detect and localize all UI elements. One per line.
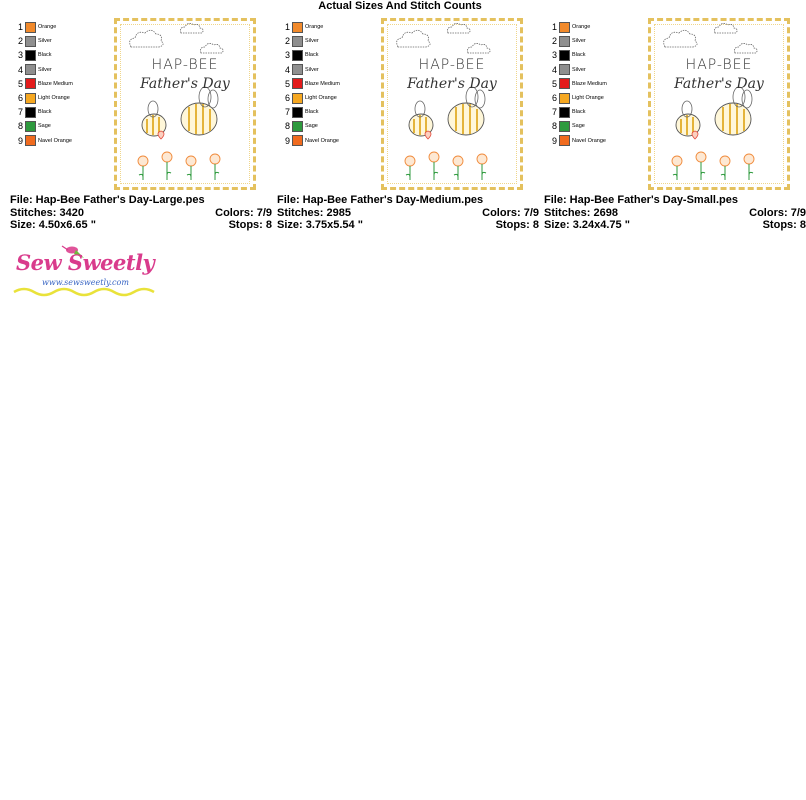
- thread-number: 6: [17, 93, 23, 104]
- thread-color-list: [14, 20, 96, 148]
- thread-name: Navel Orange: [572, 137, 606, 144]
- preview-artwork: [651, 21, 787, 187]
- design-panel-large: [10, 18, 272, 234]
- thread-swatch: [292, 64, 303, 75]
- stitches-colors-row: [544, 207, 806, 220]
- thread-color-list: [281, 20, 363, 148]
- embroidery-preview: [381, 18, 523, 190]
- thread-name: Light Orange: [305, 95, 337, 102]
- thread-swatch: [25, 64, 36, 75]
- preview-artwork: [117, 21, 253, 187]
- thread-swatch: [292, 78, 303, 89]
- thread-number: 9: [17, 135, 23, 146]
- thread-number: 7: [17, 107, 23, 118]
- thread-name: Navel Orange: [305, 137, 339, 144]
- stitch-count: Stitches: 2985: [277, 206, 351, 219]
- design-title-line1: HAP-BEE: [685, 57, 753, 73]
- thread-name: Silver: [38, 38, 52, 45]
- thread-number: 3: [551, 50, 557, 61]
- thread-number: 6: [551, 93, 557, 104]
- thread-number: 9: [551, 135, 557, 146]
- thread-swatch: [25, 50, 36, 61]
- thread-number: 1: [551, 22, 557, 33]
- design-panel-small: [544, 18, 806, 234]
- thread-color-item: [548, 34, 630, 48]
- thread-color-item: [14, 105, 96, 119]
- thread-number: 1: [284, 22, 290, 33]
- thread-name: Black: [38, 52, 52, 59]
- thread-color-item: [281, 91, 363, 105]
- thread-color-item: [281, 119, 363, 133]
- page-title: Actual Sizes And Stitch Counts: [318, 0, 482, 12]
- thread-swatch: [292, 135, 303, 146]
- thread-name: Orange: [305, 24, 324, 31]
- thread-color-item: [548, 48, 630, 62]
- thread-color-item: [14, 134, 96, 148]
- file-name: File: Hap-Bee Father's Day-Medium.pes: [277, 194, 484, 206]
- thread-color-item: [548, 105, 630, 119]
- thread-swatch: [559, 50, 570, 61]
- thread-number: 7: [551, 107, 557, 118]
- stop-count: Stops: 8: [228, 219, 272, 231]
- thread-color-item: [281, 105, 363, 119]
- stitch-count: Stitches: 3420: [10, 206, 84, 219]
- design-size: Size: 3.24x4.75 ": [544, 219, 630, 231]
- thread-swatch: [25, 107, 36, 118]
- thread-name: Black: [38, 109, 52, 116]
- thread-number: 2: [284, 36, 290, 47]
- thread-swatch: [25, 121, 36, 132]
- thread-number: 5: [551, 78, 557, 89]
- thread-name: Blaze Medium: [305, 80, 340, 87]
- thread-swatch: [292, 22, 303, 33]
- design-title-line2: Father's Day: [674, 76, 764, 92]
- thread-number: 1: [17, 22, 23, 33]
- thread-number: 8: [17, 121, 23, 132]
- thread-name: Silver: [572, 66, 586, 73]
- thread-color-item: [281, 134, 363, 148]
- thread-number: 2: [17, 36, 23, 47]
- thread-swatch: [559, 121, 570, 132]
- file-info: [10, 194, 272, 232]
- design-size: Size: 3.75x5.54 ": [277, 219, 363, 231]
- file-name: File: Hap-Bee Father's Day-Small.pes: [544, 194, 738, 206]
- stop-count: Stops: 8: [495, 219, 539, 231]
- thread-number: 8: [284, 121, 290, 132]
- thread-number: 5: [284, 78, 290, 89]
- thread-name: Black: [305, 52, 319, 59]
- size-stops-row: [10, 219, 272, 232]
- thread-number: 9: [284, 135, 290, 146]
- thread-swatch: [559, 22, 570, 33]
- thread-color-item: [14, 91, 96, 105]
- thread-color-item: [14, 77, 96, 91]
- file-info: [544, 194, 806, 232]
- thread-color-item: [548, 63, 630, 77]
- thread-swatch: [292, 121, 303, 132]
- thread-color-list: [548, 20, 630, 148]
- thread-name: Blaze Medium: [38, 80, 73, 87]
- thread-color-item: [548, 77, 630, 91]
- stitches-colors-row: [277, 207, 539, 220]
- thread-swatch: [25, 22, 36, 33]
- thread-color-item: [14, 34, 96, 48]
- thread-name: Black: [572, 52, 586, 59]
- thread-name: Sage: [38, 123, 51, 130]
- embroidery-preview: [648, 18, 790, 190]
- design-size: Size: 4.50x6.65 ": [10, 219, 96, 231]
- thread-swatch: [292, 50, 303, 61]
- logo-name: Sew Sweetly: [16, 250, 155, 275]
- color-count: Colors: 7/9: [215, 206, 272, 219]
- thread-color-item: [281, 63, 363, 77]
- thread-name: Orange: [38, 24, 57, 31]
- design-title-line2: Father's Day: [140, 76, 230, 92]
- thread-name: Black: [572, 109, 586, 116]
- thread-number: 6: [284, 93, 290, 104]
- thread-color-item: [14, 48, 96, 62]
- thread-swatch: [292, 93, 303, 104]
- thread-color-item: [281, 77, 363, 91]
- size-stops-row: [544, 219, 806, 232]
- thread-name: Silver: [572, 38, 586, 45]
- thread-number: 5: [17, 78, 23, 89]
- thread-swatch: [559, 107, 570, 118]
- thread-number: 4: [551, 64, 557, 75]
- thread-swatch: [559, 36, 570, 47]
- thread-color-item: [548, 119, 630, 133]
- thread-name: Silver: [305, 66, 319, 73]
- thread-name: Orange: [572, 24, 591, 31]
- thread-swatch: [559, 93, 570, 104]
- thread-number: 4: [17, 64, 23, 75]
- thread-number: 7: [284, 107, 290, 118]
- thread-name: Blaze Medium: [572, 80, 607, 87]
- thread-color-item: [14, 63, 96, 77]
- thread-swatch: [25, 78, 36, 89]
- file-name: File: Hap-Bee Father's Day-Large.pes: [10, 194, 205, 206]
- stop-count: Stops: 8: [762, 219, 806, 231]
- thread-swatch: [292, 36, 303, 47]
- stitches-colors-row: [10, 207, 272, 220]
- thread-swatch: [25, 36, 36, 47]
- thread-name: Sage: [572, 123, 585, 130]
- thread-color-item: [548, 20, 630, 34]
- thread-swatch: [25, 93, 36, 104]
- preview-artwork: [384, 21, 520, 187]
- embroidery-preview: [114, 18, 256, 190]
- thread-name: Silver: [305, 38, 319, 45]
- design-title-line2: Father's Day: [407, 76, 497, 92]
- size-stops-row: [277, 219, 539, 232]
- thread-swatch: [559, 135, 570, 146]
- thread-name: Navel Orange: [38, 137, 72, 144]
- thread-name: Sage: [305, 123, 318, 130]
- design-title-line1: HAP-BEE: [151, 57, 219, 73]
- thread-swatch: [25, 135, 36, 146]
- thread-color-item: [548, 91, 630, 105]
- thread-number: 8: [551, 121, 557, 132]
- thread-color-item: [14, 20, 96, 34]
- logo-url: www.sewsweetly.com: [42, 278, 129, 287]
- sew-sweetly-logo: [8, 240, 168, 302]
- thread-color-item: [14, 119, 96, 133]
- thread-swatch: [559, 78, 570, 89]
- thread-number: 3: [17, 50, 23, 61]
- thread-number: 3: [284, 50, 290, 61]
- file-info: [277, 194, 539, 232]
- thread-name: Light Orange: [572, 95, 604, 102]
- thread-name: Silver: [38, 66, 52, 73]
- design-title-line1: HAP-BEE: [418, 57, 486, 73]
- thread-number: 4: [284, 64, 290, 75]
- color-count: Colors: 7/9: [749, 206, 806, 219]
- thread-swatch: [559, 64, 570, 75]
- thread-color-item: [548, 134, 630, 148]
- stitch-count: Stitches: 2698: [544, 206, 618, 219]
- thread-number: 2: [551, 36, 557, 47]
- thread-swatch: [292, 107, 303, 118]
- color-count: Colors: 7/9: [482, 206, 539, 219]
- thread-color-item: [281, 20, 363, 34]
- thread-name: Light Orange: [38, 95, 70, 102]
- thread-color-item: [281, 34, 363, 48]
- thread-name: Black: [305, 109, 319, 116]
- thread-color-item: [281, 48, 363, 62]
- design-panel-medium: [277, 18, 539, 234]
